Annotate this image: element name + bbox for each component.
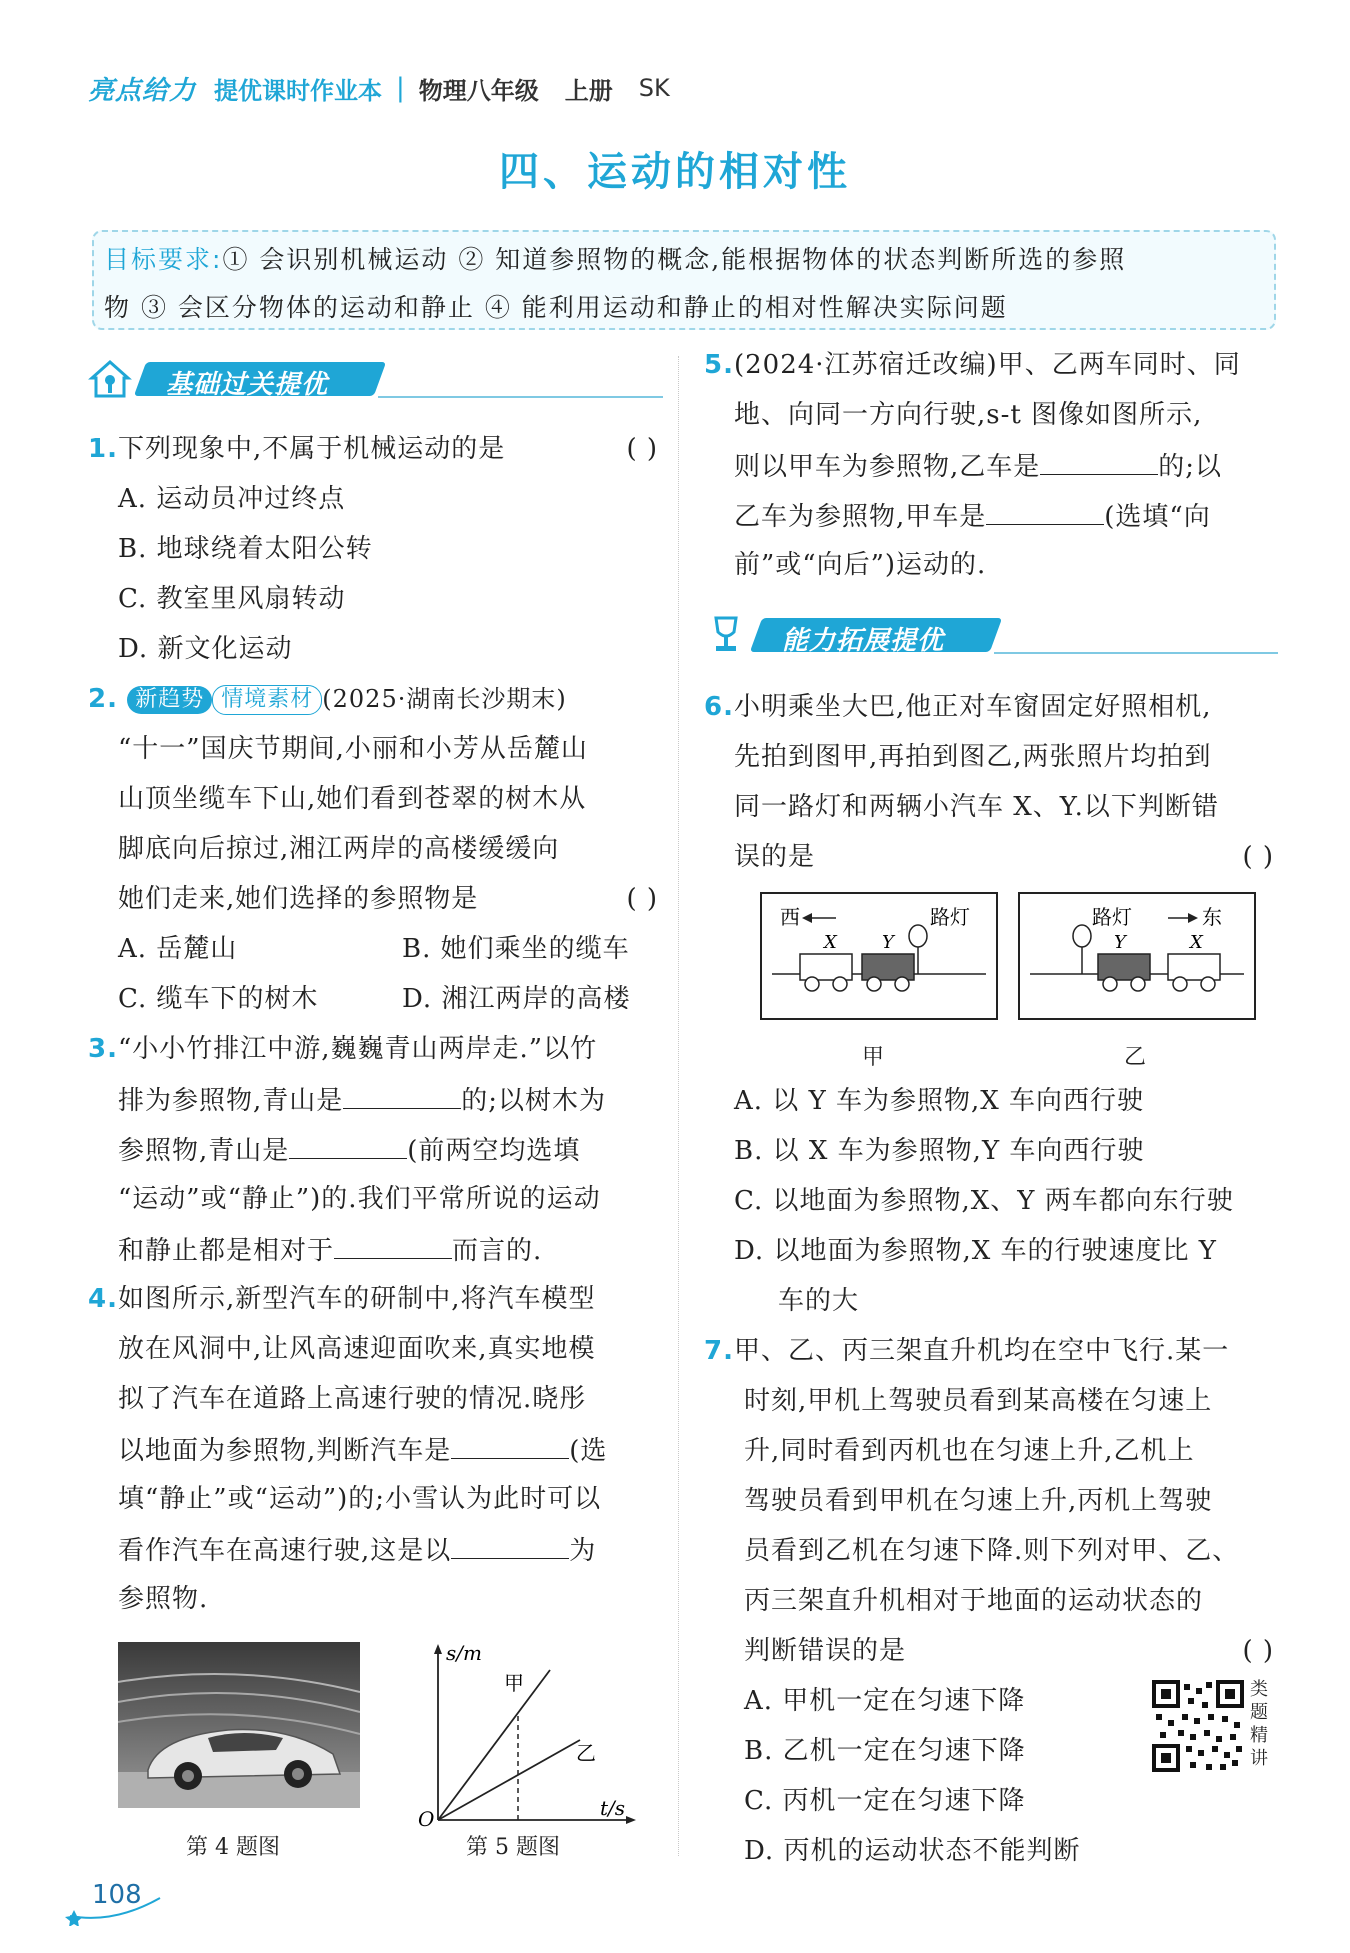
- q6-option-b: B. 以 X 车为参照物,Y 车向西行驶: [734, 1136, 1145, 1166]
- q3-line-3: 参照物,青山是 (前两空均选填: [118, 1136, 581, 1166]
- fig4-caption: 第 4 题图: [186, 1835, 280, 1860]
- q3-line-2: 排为参照物,青山是 的;以树木为: [118, 1086, 607, 1116]
- q7-answer-paren: ( ): [1242, 1636, 1274, 1666]
- q6-answer-paren: ( ): [1242, 842, 1274, 872]
- q7-line-3: 升,同时看到丙机也在匀速上升,乙机上: [744, 1436, 1195, 1466]
- q5-blank-1[interactable]: [1040, 450, 1158, 475]
- page-header: [88, 68, 696, 108]
- q2-line-1: “十一”国庆节期间,小丽和小芳从岳麓山: [118, 734, 588, 764]
- q6-option-d-cont: 车的大: [778, 1286, 860, 1316]
- q1-option-d: D. 新文化运动: [118, 634, 293, 664]
- q7-line-2: 时刻,甲机上驾驶员看到某高楼在匀速上: [744, 1386, 1213, 1416]
- origin-label: O: [418, 1807, 435, 1830]
- fig-jia-lamp-label: 路灯: [930, 905, 970, 929]
- fig-yi-caption: 乙: [1124, 1045, 1147, 1070]
- q7-line-4: 驾驶员看到甲机在匀速上升,丙机上驾驶: [744, 1486, 1213, 1516]
- q5-line-5: 前”或“向后”)运动的.: [734, 550, 987, 580]
- q2-line-2: 山顶坐缆车下山,她们看到苍翠的树木从: [118, 784, 587, 814]
- fig-yi-lamp-label: 路灯: [1092, 905, 1132, 929]
- q7-option-c: C. 丙机一定在匀速下降: [744, 1786, 1026, 1816]
- q6-line-3: 同一路灯和两辆小汽车 X、Y.以下判断错: [734, 792, 1219, 822]
- q3-line-5: 和静止都是相对于 而言的.: [118, 1236, 543, 1266]
- edition-label: SK: [638, 74, 670, 102]
- q7-line-6: 丙三架直升机相对于地面的运动状态的: [744, 1586, 1204, 1616]
- q2-option-c: C. 缆车下的树木: [118, 984, 319, 1014]
- fig-yi-x-label: X: [1190, 932, 1203, 953]
- q2-option-a: A. 岳麓山: [118, 934, 238, 964]
- q4-blank-2[interactable]: [451, 1534, 569, 1559]
- q3-line-1: 3.“小小竹排江中游,巍巍青山两岸走.”以竹: [88, 1034, 598, 1064]
- q1-answer-paren: ( ): [626, 434, 658, 464]
- q4-line-3: 拟了汽车在道路上高速行驶的情况.晓彤: [118, 1384, 587, 1414]
- q5-blank-2[interactable]: [986, 500, 1104, 525]
- goals-label: 目标要求:: [104, 245, 223, 274]
- goals-line-2: 物 ③ 会区分物体的运动和静止 ④ 能利用运动和静止的相对性解决实际问题: [104, 293, 1008, 322]
- fig-yi-car-x: [1168, 954, 1220, 980]
- q4-line-6: 看作汽车在高速行驶,这是以 为: [118, 1536, 597, 1566]
- fig-yi-direction: 东: [1202, 905, 1222, 929]
- q4-line-7: 参照物.: [118, 1584, 209, 1614]
- q4-line-2: 放在风洞中,让风高速迎面吹来,真实地模: [118, 1334, 596, 1364]
- q6-option-c: C. 以地面为参照物,X、Y 两车都向东行驶: [734, 1186, 1234, 1216]
- q2-option-d: D. 湘江两岸的高楼: [402, 984, 631, 1014]
- section-advanced-header: [704, 612, 1278, 656]
- q3-blank-1[interactable]: [343, 1084, 461, 1109]
- goals-line-1: 目标要求:① 会识别机械运动 ② 知道参照物的概念,能根据物体的状态判断所选的参照: [104, 245, 1127, 274]
- wind-tunnel-car-photo: [118, 1642, 360, 1808]
- q4-blank-1[interactable]: [451, 1434, 569, 1459]
- series-yi-label: 乙: [576, 1741, 596, 1765]
- series-jia-line: [438, 1670, 550, 1820]
- house-icon: [88, 358, 132, 398]
- q6-option-a: A. 以 Y 车为参照物,X 车向西行驶: [734, 1086, 1145, 1116]
- section-basic-title: 基础过关提优: [166, 370, 329, 400]
- st-graph: [400, 1640, 640, 1830]
- q7-option-a: A. 甲机一定在匀速下降: [744, 1686, 1026, 1716]
- q6-line-1: 6.小明乘坐大巴,他正对车窗固定好照相机,: [704, 692, 1212, 722]
- page-number: 108: [92, 1880, 142, 1910]
- fig-jia-y-label: Y: [882, 932, 894, 953]
- qr-label: 类 题 精 讲: [1250, 1679, 1268, 1769]
- q5-line-1: 5.(2024·江苏宿迁改编)甲、乙两车同时、同: [704, 350, 1241, 380]
- column-divider: [678, 356, 679, 1856]
- grade-label: 物理八年级: [418, 76, 539, 105]
- q4-line-1: 4.如图所示,新型汽车的研制中,将汽车模型: [88, 1284, 596, 1314]
- q3-line-4: “运动”或“静止”)的.我们平常所说的运动: [118, 1184, 601, 1214]
- q6-option-d: D. 以地面为参照物,X 车的行驶速度比 Y: [734, 1236, 1217, 1266]
- section-basic-header: [88, 356, 663, 400]
- trophy-icon: [704, 612, 748, 656]
- q5-line-4: 乙车为参照物,甲车是 (选填“向: [734, 502, 1211, 532]
- q3-blank-2[interactable]: [289, 1134, 407, 1159]
- q1-option-c: C. 教室里风扇转动: [118, 584, 346, 614]
- q6-line-4: 误的是 ( ): [734, 842, 1274, 872]
- q5-line-2: 地、向同一方向行驶,s-t 图像如图所示,: [734, 400, 1203, 430]
- fig-jia-car-y: [862, 954, 914, 980]
- fig-jia-direction: 西: [780, 905, 800, 929]
- q5-line-3: 则以甲车为参照物,乙车是 的;以: [734, 452, 1223, 482]
- trend-tag: 新趋势: [127, 686, 212, 714]
- context-tag: 情境素材: [212, 685, 322, 715]
- brand-logo: 亮点给力: [88, 75, 197, 106]
- q1-option-a: A. 运动员冲过终点: [118, 484, 346, 514]
- q2-source: (2025·湖南长沙期末): [322, 685, 567, 713]
- goals-box: [92, 230, 1276, 330]
- photo-jia-diagram: [760, 892, 998, 1020]
- book-subtitle: 提优课时作业本: [214, 76, 383, 105]
- photo-yi-diagram: [1018, 892, 1256, 1020]
- q4-line-5: 填“静止”或“运动”)的;小雪认为此时可以: [118, 1484, 602, 1514]
- volume-label: 上册: [564, 76, 613, 105]
- x-axis-label: t/s: [600, 1796, 626, 1820]
- q2-line-3: 脚底向后掠过,湘江两岸的高楼缓缓向: [118, 834, 560, 864]
- q2-option-b: B. 她们乘坐的缆车: [402, 934, 630, 964]
- header-separator: |: [396, 73, 405, 103]
- series-jia-label: 甲: [504, 1671, 524, 1695]
- q2-answer-paren: ( ): [626, 884, 658, 914]
- q7-option-d: D. 丙机的运动状态不能判断: [744, 1836, 1081, 1866]
- q7-line-7: 判断错误的是 ( ): [744, 1636, 1274, 1666]
- y-axis-label: s/m: [446, 1641, 482, 1665]
- fig-jia-caption: 甲: [862, 1045, 885, 1070]
- q6-line-2: 先拍到图甲,再拍到图乙,两张照片均拍到: [734, 742, 1212, 772]
- q7-line-1: 7.甲、乙、丙三架直升机均在空中飞行.某一: [704, 1336, 1230, 1366]
- q2-header: 2. 新趋势 情境素材 (2025·湖南长沙期末): [88, 684, 567, 714]
- q4-line-4: 以地面为参照物,判断汽车是 (选: [118, 1436, 608, 1466]
- q1-stem: 1.下列现象中,不属于机械运动的是 ( ): [88, 434, 658, 464]
- q7-line-5: 员看到乙机在匀速下降.则下列对甲、乙、: [744, 1536, 1240, 1566]
- fig-jia-x-label: X: [824, 932, 837, 953]
- q2-line-4: 她们走来,她们选择的参照物是 ( ): [118, 884, 658, 914]
- fig-yi-y-label: Y: [1114, 932, 1126, 953]
- series-yi-line: [438, 1740, 580, 1820]
- qr-code[interactable]: [1152, 1680, 1244, 1772]
- page-title: 四、运动的相对性: [499, 149, 851, 195]
- fig-yi-car-y: [1098, 954, 1150, 980]
- q1-option-b: B. 地球绕着太阳公转: [118, 534, 373, 564]
- q7-option-b: B. 乙机一定在匀速下降: [744, 1736, 1026, 1766]
- section-advanced-title: 能力拓展提优: [782, 626, 945, 656]
- q3-blank-3[interactable]: [334, 1234, 452, 1259]
- fig5-caption: 第 5 题图: [466, 1835, 560, 1860]
- fig-jia-car-x: [800, 954, 852, 980]
